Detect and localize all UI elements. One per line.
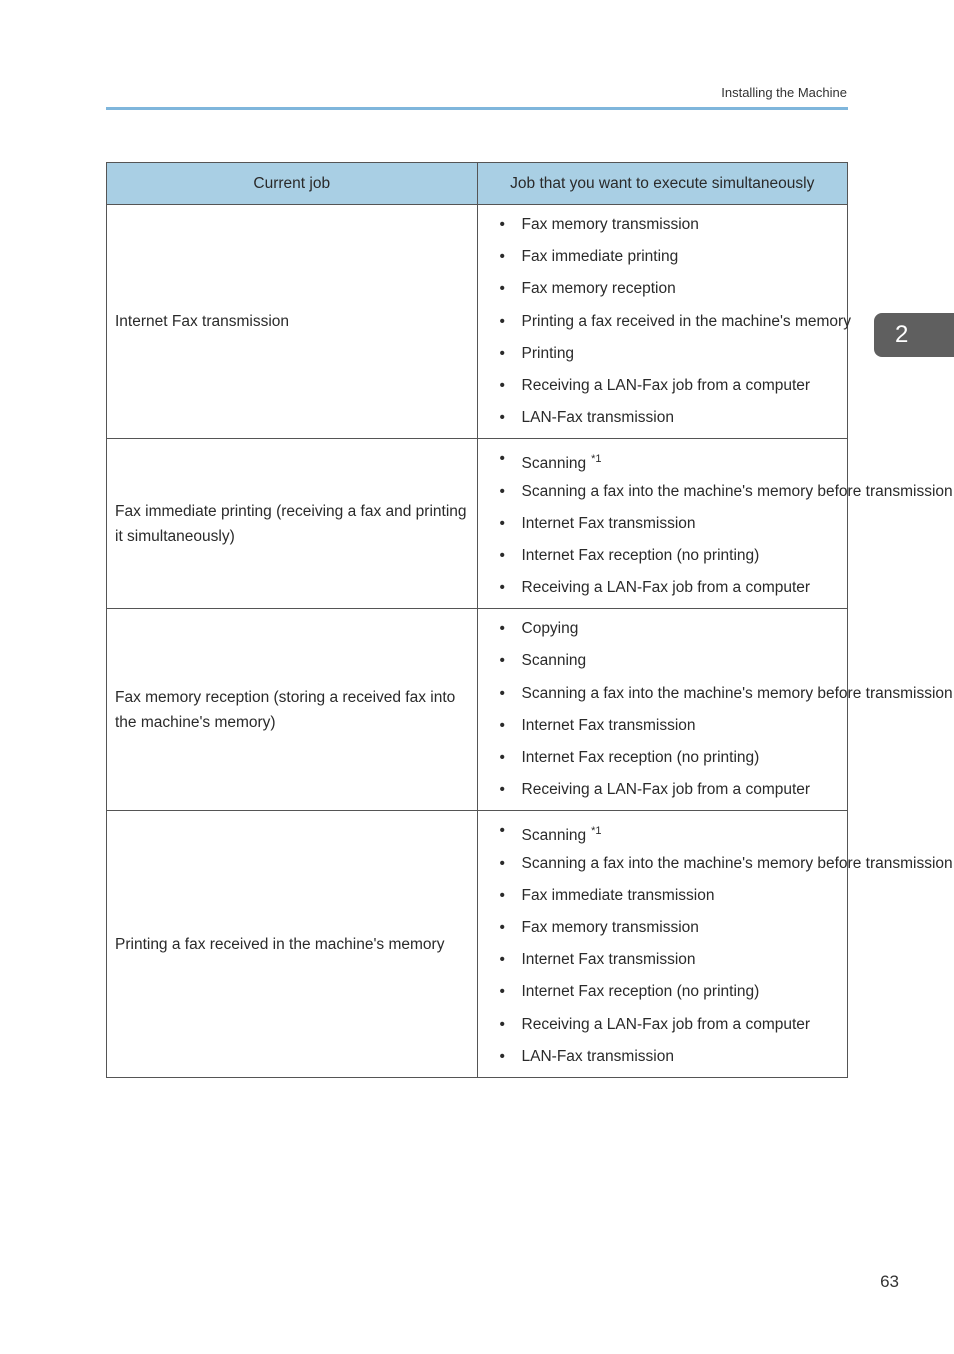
job-label: Fax memory transmission xyxy=(521,216,699,233)
job-list xyxy=(478,815,953,1073)
footnote-marker: *1 xyxy=(591,453,602,466)
job-label: Internet Fax transmission xyxy=(521,951,696,969)
list-item xyxy=(478,508,840,540)
list-item xyxy=(478,645,840,677)
list-item xyxy=(478,880,840,912)
job-label: Internet Fax reception (no printing) xyxy=(521,546,760,564)
job-label: Scanning xyxy=(521,455,587,473)
job-label: Scanning a fax into the machine's memory before transmission xyxy=(521,684,953,702)
list-item xyxy=(478,241,840,273)
table-row xyxy=(107,609,848,811)
column-header-simultaneous-job: Job that you want to execute simultaneously xyxy=(477,163,848,205)
current-job-cell: Fax memory reception (storing a received fax into the machine's memory) xyxy=(107,609,478,811)
list-item xyxy=(478,370,840,402)
list-item xyxy=(478,976,840,1008)
job-label: Receiving a LAN-Fax job from a computer xyxy=(521,376,811,394)
job-label: Receiving a LAN-Fax job from a computer xyxy=(521,781,811,799)
list-item xyxy=(478,476,953,508)
table-body xyxy=(107,205,953,1078)
simultaneous-jobs-cell xyxy=(477,439,953,609)
current-job-cell: Fax immediate printing (receiving a fax and printing it simultaneously) xyxy=(107,439,478,609)
simultaneous-jobs-cell xyxy=(477,205,851,439)
job-list xyxy=(478,209,851,434)
column-header-current-job: Current job xyxy=(107,163,478,205)
job-label: Fax memory reception xyxy=(521,280,676,298)
job-label: LAN-Fax transmission xyxy=(521,409,674,427)
job-label: Scanning xyxy=(521,652,587,670)
job-label: Fax memory transmission xyxy=(521,918,699,936)
current-job-cell: Internet Fax transmission xyxy=(107,205,478,439)
job-label: Receiving a LAN-Fax job from a computer xyxy=(521,1015,811,1033)
simultaneous-jobs-table xyxy=(106,162,953,1078)
list-item xyxy=(478,815,840,847)
job-label: LAN-Fax transmission xyxy=(521,1047,674,1065)
job-list xyxy=(478,613,953,806)
job-list xyxy=(478,443,953,604)
job-label: Internet Fax reception (no printing) xyxy=(521,983,760,1001)
job-label: Receiving a LAN-Fax job from a computer xyxy=(521,579,811,597)
job-label: Fax immediate printing xyxy=(521,248,679,266)
list-item xyxy=(478,443,840,475)
job-label: Scanning a fax into the machine's memory before transmission xyxy=(521,854,953,872)
job-label: Scanning xyxy=(521,827,587,845)
header-rule xyxy=(106,107,848,110)
job-label: Printing a fax received in the machine's memory xyxy=(521,312,851,330)
footnote-marker: *1 xyxy=(591,825,602,838)
simultaneous-jobs-cell xyxy=(477,811,953,1078)
list-item xyxy=(478,338,840,370)
current-job-cell: Printing a fax received in the machine's memory xyxy=(107,811,478,1078)
list-item xyxy=(478,273,840,305)
job-label: Internet Fax reception (no printing) xyxy=(521,749,760,766)
list-item xyxy=(478,613,840,645)
list-item xyxy=(478,944,840,976)
list-item xyxy=(478,1009,840,1041)
job-label: Internet Fax transmission xyxy=(521,514,696,532)
list-item xyxy=(478,678,953,710)
job-label: Copying xyxy=(521,620,579,638)
simultaneous-jobs-cell xyxy=(477,609,953,811)
list-item xyxy=(478,306,851,338)
table-row xyxy=(107,811,848,1078)
list-item xyxy=(478,209,840,241)
list-item xyxy=(478,540,840,572)
list-item xyxy=(478,774,840,806)
page-number: 63 xyxy=(880,1272,899,1291)
list-item xyxy=(478,1041,840,1073)
table-row xyxy=(107,205,848,439)
job-label: Fax immediate transmission xyxy=(521,886,715,904)
table-row xyxy=(107,439,848,609)
running-header-title: Installing the Machine xyxy=(721,85,847,100)
job-label: Printing xyxy=(521,344,575,362)
table-header-row xyxy=(107,163,848,205)
list-item xyxy=(478,848,953,880)
chapter-tab[interactable]: 2 xyxy=(874,313,954,357)
list-item xyxy=(478,402,840,434)
list-item xyxy=(478,742,840,774)
list-item xyxy=(478,572,840,604)
list-item xyxy=(478,710,840,742)
job-label: Scanning a fax into the machine's memory before transmission xyxy=(521,482,953,500)
list-item xyxy=(478,912,840,944)
job-label: Internet Fax transmission xyxy=(521,716,696,734)
